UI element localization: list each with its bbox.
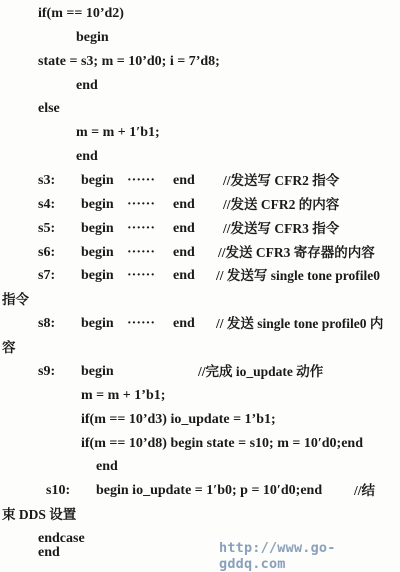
code-keyword: begin (81, 364, 114, 379)
code-keyword: end (173, 245, 195, 260)
state-label: s3: (38, 173, 56, 188)
code-comment-wrap: 指令 (2, 292, 29, 307)
code-comment: //发送写 CFR3 指令 (223, 221, 340, 236)
code-line: end (96, 459, 118, 474)
code-line: state = s3; m = 10’d0; i = 7’d8; (38, 54, 220, 69)
code-comment: // 发送写 single tone profile0 (216, 268, 380, 283)
code-comment: //发送 CFR2 的内容 (223, 197, 340, 212)
code-keyword: begin (81, 245, 114, 260)
state-label: s8: (38, 316, 56, 331)
code-line: m = m + 1’b1; (81, 388, 166, 403)
code-line: end (38, 545, 60, 560)
state-label: s10: (46, 483, 71, 498)
code-line: else (38, 101, 60, 116)
code-keyword: begin (81, 173, 114, 188)
ellipsis: ······ (127, 245, 156, 260)
ellipsis: ······ (127, 316, 156, 331)
code-keyword: end (173, 316, 195, 331)
ellipsis: ······ (127, 197, 156, 212)
code-keyword: begin (81, 197, 114, 212)
code-line: if(m == 10’d3) io_update = 1’b1; (81, 412, 276, 427)
code-comment-wrap: 束 DDS 设置 (2, 507, 77, 522)
code-keyword: end (173, 173, 195, 188)
code-keyword: end (173, 221, 195, 236)
code-keyword: end (173, 197, 195, 212)
code-line: m = m + 1′b1; (76, 125, 160, 140)
code-comment: //发送 CFR3 寄存器的内容 (218, 245, 375, 260)
ellipsis: ······ (127, 173, 156, 188)
code-line: if(m == 10’d2) (38, 6, 124, 21)
state-label: s7: (38, 268, 56, 283)
state-label: s6: (38, 245, 56, 260)
ellipsis: ······ (127, 221, 156, 236)
code-comment-wrap: 容 (2, 340, 16, 355)
code-comment: // 发送 single tone profile0 内 (216, 316, 384, 331)
state-label: s4: (38, 197, 56, 212)
watermark-url: http://www.go-gddq.com (219, 540, 336, 572)
state-label: s5: (38, 221, 56, 236)
state-label: s9: (38, 364, 56, 379)
code-line: if(m == 10’d8) begin state = s10; m = 10′d0;end (81, 436, 364, 451)
code-line: end (76, 78, 98, 93)
code-keyword: begin (81, 268, 114, 283)
code-line: end (76, 149, 98, 164)
code-comment: //发送写 CFR2 指令 (223, 173, 340, 188)
code-keyword: end (173, 268, 195, 283)
code-comment: //完成 io_update 动作 (198, 364, 324, 379)
code-line: begin io_update = 1′b0; p = 10′d0;end (96, 483, 323, 498)
code-keyword: begin (81, 316, 114, 331)
ellipsis: ······ (127, 268, 156, 283)
code-comment: //结 (354, 483, 376, 498)
code-keyword: begin (81, 221, 114, 236)
code-line: endcase (38, 531, 85, 546)
code-line: begin (76, 30, 109, 45)
